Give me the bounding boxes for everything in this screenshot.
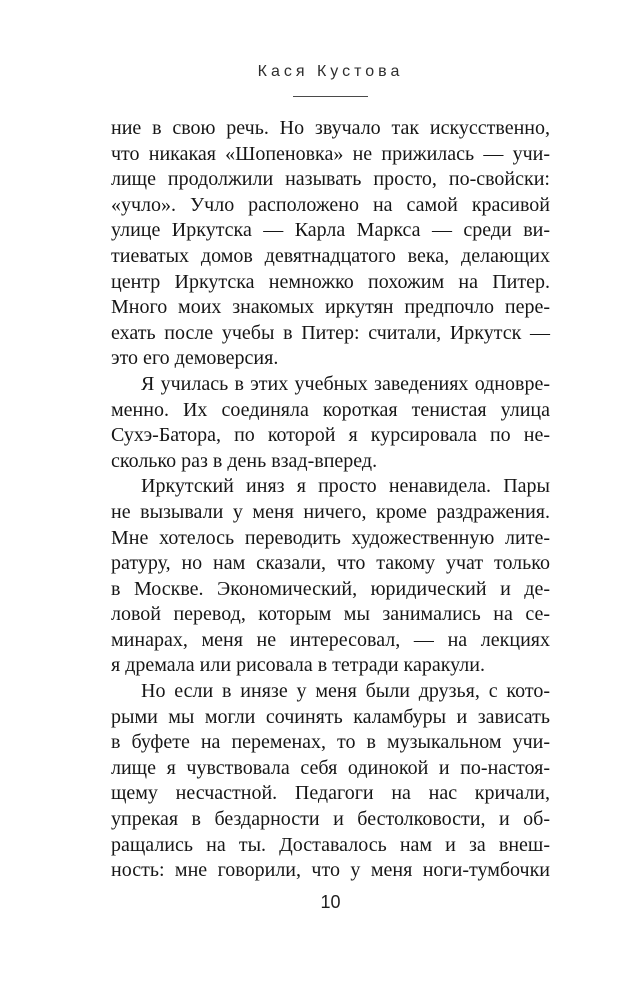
text-line: сколько раз в день взад-вперед. <box>111 449 378 472</box>
header-divider <box>293 96 368 97</box>
text-line: рыми мы могли сочинять каламбуры и зависать <box>111 705 550 728</box>
text-line: улице Иркутска — Карла Маркса — среди ви- <box>111 219 550 242</box>
text-line: ловой перевод, которым мы занимались на се- <box>111 603 550 626</box>
text-line: Много моих знакомых иркутян предпочло пере- <box>111 296 550 319</box>
text-line: Сухэ-Батора, по которой я курсировала по не- <box>111 424 550 447</box>
text-line: это его демоверсия. <box>111 347 279 370</box>
text-line: Но если в инязе у меня были друзья, с кото- <box>141 680 550 703</box>
text-line: щему несчастной. Педагоги на нас кричали, <box>111 782 550 805</box>
text-line: тиеватых домов девятнадцатого века, делающих <box>111 244 550 267</box>
text-line: что никакая «Шопеновка» не прижилась — учи- <box>111 142 550 165</box>
text-line: ратуру, но нам сказали, что такому учат только <box>111 552 550 575</box>
text-line: менно. Их соединяла короткая тенистая улица <box>111 398 550 421</box>
text-line: «учло». Учло расположено на самой красивой <box>111 193 550 216</box>
page-number: 10 <box>320 892 341 912</box>
text-line: лище я чувствовала себя одинокой и по-настоя- <box>111 756 550 779</box>
text-line: не вызывали у меня ничего, кроме раздражения. <box>111 500 550 523</box>
text-line: минарах, меня не интересовал, — на лекциях <box>111 628 550 651</box>
text-line: ность: мне говорили, что у меня ноги-тумбочки <box>111 859 550 882</box>
text-line: Я училась в этих учебных заведениях одновре- <box>141 372 550 395</box>
text-line: в буфете на переменах, то в музыкальном учи- <box>111 731 550 754</box>
text-line: ние в свою речь. Но звучало так искусственно, <box>111 117 550 139</box>
text-block <box>111 116 550 884</box>
text-line: я дремала или рисовала в тетради каракули. <box>111 654 485 677</box>
text-line: упрекая в бездарности и бестолковости, и об- <box>111 808 550 831</box>
running-title: Кася Кустова <box>257 63 404 80</box>
text-line: центр Иркутска немножко похожим на Питер. <box>111 270 550 293</box>
text-line: лище продолжили называть просто, по-свойски: <box>111 168 550 191</box>
text-line: в Москве. Экономический, юридический и де- <box>111 577 550 600</box>
text-line: ехать после учебы в Питер: считали, Иркутск — <box>111 321 550 344</box>
text-line: Иркутский иняз я просто ненавидела. Пары <box>141 475 550 498</box>
text-line: ращались на ты. Доставалось нам и за внеш- <box>111 833 550 856</box>
text-line: Мне хотелось переводить художественную лите- <box>111 526 550 549</box>
